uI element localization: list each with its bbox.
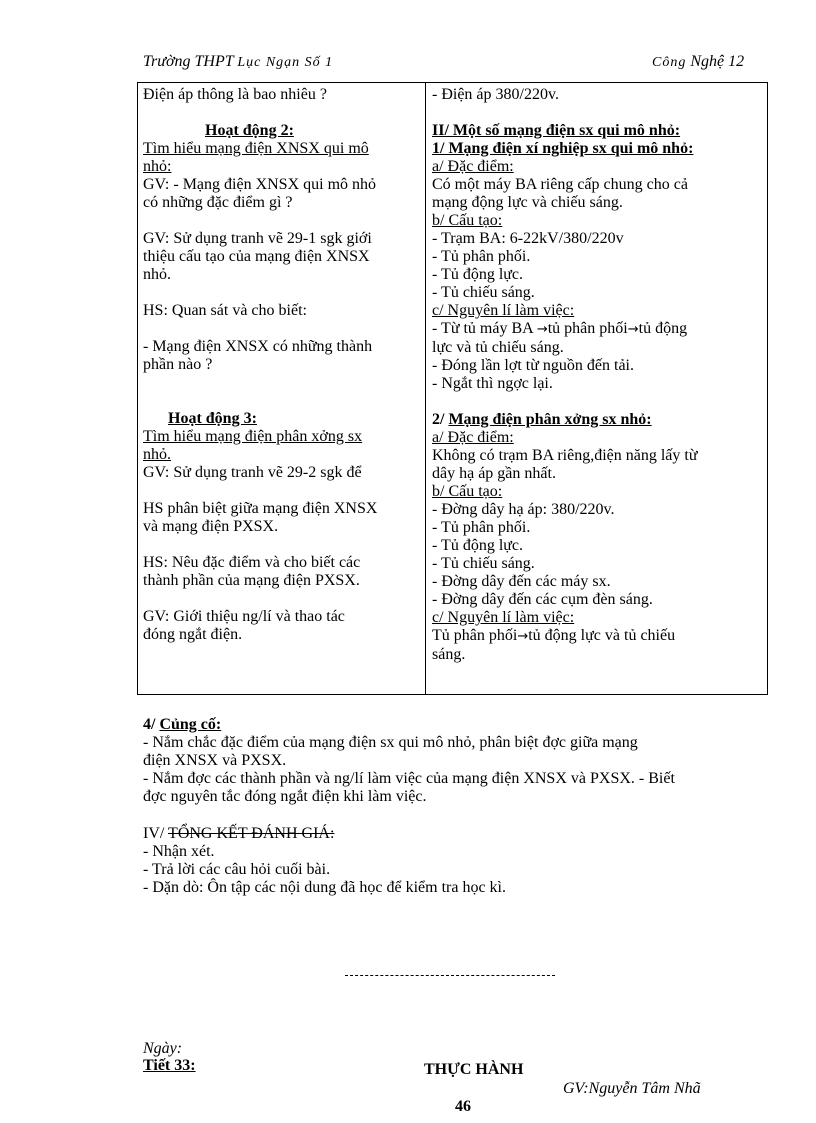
consolidation-label: Củng cố: [159, 716, 222, 733]
activity-3-title: Hoạt động 3: [168, 410, 257, 427]
principle-1-line-2: lực và tủ chiếu sáng. [432, 339, 564, 356]
activity-2-line-2: nhỏ: [143, 158, 172, 175]
gv-question-1b: có những đặc điểm gì ? [143, 194, 293, 211]
header-subject-prefix: Công [652, 55, 687, 70]
structure-1-line-1: - Trạm BA: 6-22kV/380/220v [432, 230, 624, 247]
summary-line-3: - Dặn dò: Ôn tập các nội dung đã học để kiểm tra học kì. [143, 879, 506, 896]
right-arrow-icon: → [517, 629, 529, 644]
section-1-title: 1/ Mạng điện xí nghiệp sx qui mô nhỏ: [432, 140, 694, 157]
section-2-prefix: 2/ [432, 411, 449, 428]
features-2-line-1: Không có trạm BA riêng,điện năng lấy từ [432, 447, 698, 464]
structure-label-2: b/ Cấu tạo: [432, 483, 503, 500]
features-1-line-1: Có một máy BA riêng cấp chung cho cả [432, 176, 688, 193]
principle-2-part-a: Tủ phân phối [432, 627, 518, 644]
lesson-number: Tiết 33: [143, 1057, 196, 1074]
summary-num: IV/ [143, 825, 169, 842]
header-subject-name: Nghệ 12 [690, 53, 745, 70]
gv-illustration-2: GV: Sử dụng tranh vẽ 29-2 sgk để [143, 464, 362, 481]
header-subject [652, 53, 744, 71]
principle-label-1: c/ Nguyên lí làm việc: [432, 302, 575, 319]
gv-illustration-1a: GV: Sử dụng tranh vẽ 29-1 sgk giới [143, 230, 372, 247]
principle-2-line-1 [432, 627, 698, 646]
structure-1-line-2: - Tủ phân phối. [432, 248, 531, 265]
summary-title [143, 825, 506, 843]
consolidation-num: 4/ [143, 716, 160, 733]
structure-1-line-4: - Tủ chiếu sáng. [432, 284, 535, 301]
gv-principle-b: đóng ngắt điện. [143, 626, 243, 643]
features-1-line-2: mạng động lực và chiếu sáng. [432, 194, 623, 211]
principle-1-line-1 [432, 320, 698, 339]
features-label-2: a/ Đặc điểm: [432, 429, 514, 446]
gv-question-1a: GV: - Mạng điện XNSX qui mô nhỏ [143, 176, 377, 193]
consolidation-line-4: đợc nguyên tắc đóng ngắt điện khi làm việc. [143, 788, 427, 805]
right-arrow-icon: → [536, 322, 548, 337]
header-school-prefix: Trường THPT [143, 53, 234, 70]
structure-2-line-3: - Tủ động lực. [432, 537, 524, 554]
left-column [143, 86, 377, 644]
teacher-name: GV:Nguyễn Tâm Nhã [563, 1080, 701, 1097]
activity-2-line-1: Tìm hiểu mạng điện XNSX qui mô [143, 140, 369, 157]
summary-line-1: - Nhận xét. [143, 843, 215, 860]
principle-label-2: c/ Nguyên lí làm việc: [432, 609, 575, 626]
structure-2-line-6: - Đờng dây đến các cụm đèn sáng. [432, 591, 653, 608]
principle-1-part-b: tủ phân phối [547, 320, 628, 337]
principle-1-part-c: tủ động [638, 320, 688, 337]
structure-2-line-5: - Đờng dây đến các máy sx. [432, 573, 611, 590]
consolidation-line-3: - Nắm đợc các thành phần và ng/lí làm việc của mạng điện XNSX và PXSX. - Biết [143, 770, 675, 787]
gv-illustration-1c: nhỏ. [143, 266, 171, 283]
section-separator [345, 975, 555, 976]
date-label: Ngày: [143, 1040, 183, 1057]
right-arrow-icon: → [627, 322, 639, 337]
features-2-line-2: dây hạ áp gần nhất. [432, 465, 556, 482]
principle-2-line-2: sáng. [432, 646, 466, 663]
section-2-name: Mạng điện phân xởng sx nhỏ: [448, 411, 652, 428]
structure-label-1: b/ Cấu tạo: [432, 212, 503, 229]
consolidation-line-2: điện XNSX và PXSX. [143, 752, 287, 769]
structure-2-line-1: - Đờng dây hạ áp: 380/220v. [432, 501, 615, 518]
section-2-title [432, 411, 698, 429]
section-ii-title: II/ Một số mạng điện sx qui mô nhỏ: [432, 122, 681, 139]
activity-2-title: Hoạt động 2: [205, 122, 294, 139]
principle-1-line-4: - Ngắt thì ngợc lại. [432, 375, 553, 392]
structure-2-line-4: - Tủ chiếu sáng. [432, 555, 535, 572]
hs-distinguish-b: và mạng điện PXSX. [143, 518, 279, 535]
principle-1-line-3: - Đóng lần lợt từ nguồn đến tải. [432, 357, 634, 374]
summary-section [143, 825, 506, 897]
consolidation-line-1: - Nắm chắc đặc điểm của mạng điện sx qui mô nhỏ, phân biệt đợc giữa mạng [143, 734, 638, 751]
right-voltage-answer: - Điện áp 380/220v. [432, 86, 559, 103]
principle-2-part-b: tủ động lực và tủ chiếu [528, 627, 676, 644]
table-divider [425, 82, 426, 695]
header-school-name: Lục Ngạn Số 1 [237, 55, 334, 70]
hs-features-b: thành phần của mạng điện PXSX. [143, 572, 360, 589]
principle-1-part-a: - Từ tủ máy BA [432, 320, 537, 337]
gv-illustration-1b: thiệu cấu tạo của mạng điện XNSX [143, 248, 370, 265]
gv-principle-a: GV: Giới thiệu ng/lí và thao tác [143, 608, 345, 625]
hs-features-a: HS: Nêu đặc điểm và cho biết các [143, 554, 361, 571]
question-components-b: phần nào ? [143, 356, 213, 373]
structure-2-line-2: - Tủ phân phối. [432, 519, 531, 536]
summary-label: TỔNG KẾT ĐÁNH GIÁ: [168, 825, 335, 842]
summary-line-2: - Trả lời các câu hỏi cuối bài. [143, 861, 331, 878]
activity-3-line-2: nhỏ. [143, 446, 171, 463]
header-school [143, 53, 333, 71]
features-label-1: a/ Đặc điểm: [432, 158, 514, 175]
left-line-voltage-question: Điện áp thông là bao nhiêu ? [143, 86, 327, 103]
hs-observe: HS: Quan sát và cho biết: [143, 302, 307, 319]
question-components-a: - Mạng điện XNSX có những thành [143, 338, 373, 355]
consolidation-title [143, 716, 675, 734]
activity-3-line-1: Tìm hiểu mạng điện phân xởng sx [143, 428, 363, 445]
consolidation-section [143, 716, 675, 806]
hs-distinguish-a: HS phân biệt giữa mạng điện XNSX [143, 500, 378, 517]
right-column [432, 86, 698, 664]
page-number: 46 [455, 1098, 471, 1115]
lesson-title: THỰC HÀNH [424, 1061, 524, 1078]
structure-1-line-3: - Tủ động lực. [432, 266, 524, 283]
